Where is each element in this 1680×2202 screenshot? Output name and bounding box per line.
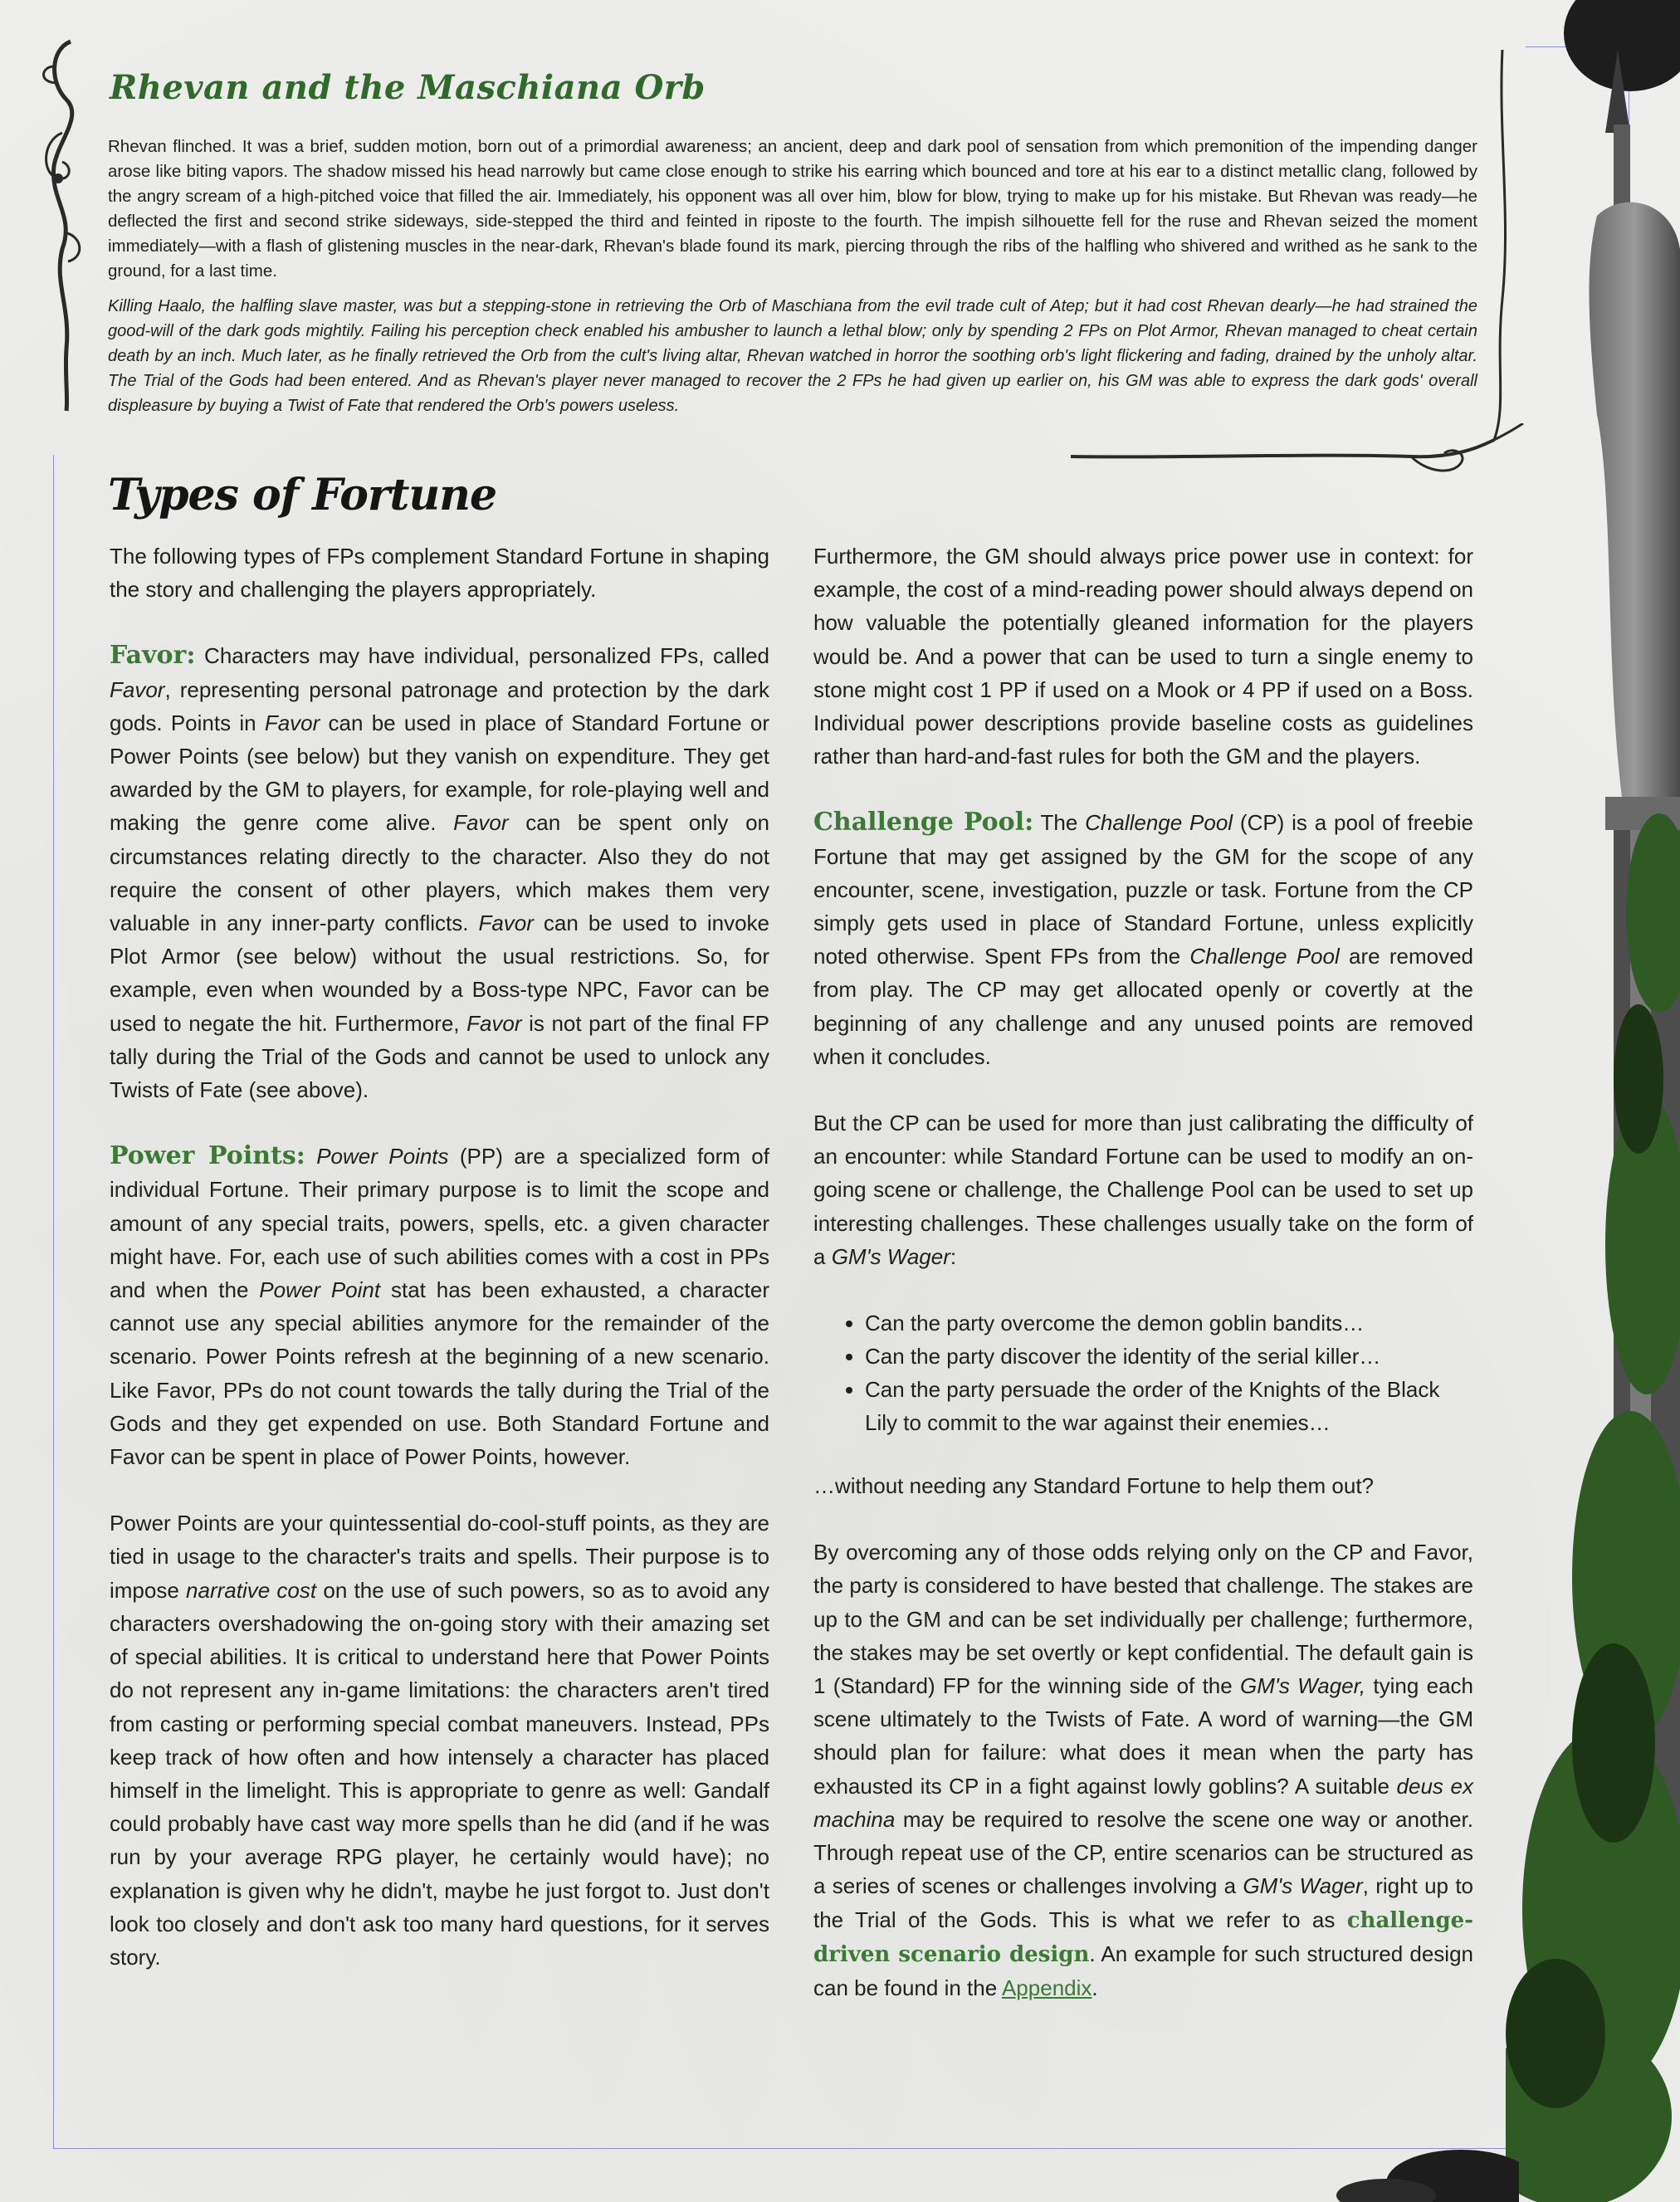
challenge-pool-term: Challenge Pool: [813, 808, 1034, 837]
closing-italic-3: GM's Wager [1243, 1873, 1363, 1899]
cp-italic-1: Challenge Pool [1085, 810, 1233, 836]
favor-text-3: can be used in place of Standard Fortune or Power Points (see below) but they vanish on expenditure. They get awarded by the GM to players, for example, for role-playing well and making the genre come alive. [110, 710, 769, 836]
appendix-link[interactable]: Appendix [1001, 1975, 1092, 2000]
frame-left-line [53, 455, 54, 2148]
favor-italic-4: Favor [478, 911, 534, 936]
wager-text-1: But the CP can be used for more than just calibrating the difficulty of an encounter: while Standard Fortune can be used to modify an on-going scene or challenge, the Challenge Pool can be used to set up interesting challenges. These challenges usually take on the form of a [813, 1111, 1473, 1269]
bottom-foliage-illustration [1311, 2133, 1519, 2202]
pp-italic-1: Power Points [316, 1144, 449, 1169]
pp-text-1: (PP) are a specialized form of individual Fortune. Their primary purpose is to limit the scope and amount of any special traits, powers, spells, etc. a given character might have. For, each use of such abilities comes with a cost in PPs and when the [110, 1144, 769, 1303]
closing-italic-1: GM's Wager, [1240, 1673, 1366, 1699]
favor-text-5: can be used to invoke Plot Armor (see below) without the usual restrictions. So, for example, even when wounded by a Boss-type NPC, Favor can be used to negate the hit. Furthermore, [110, 911, 769, 1036]
wager-intro-paragraph [813, 1106, 1473, 1273]
pp-italic-2: Power Point [259, 1277, 381, 1303]
cp-text-3: are removed from play. The CP may get allocated openly or covertly at the beginning of any challenge and any unused points are removed when it concludes. [813, 944, 1473, 1069]
without-paragraph: …without needing any Standard Fortune to help them out? [813, 1473, 1374, 1499]
favor-text-2: , representing personal patronage and protection by the dark gods. Points in [110, 676, 769, 735]
section-title: Types of Fortune [108, 470, 497, 520]
left-column [110, 540, 769, 2007]
closing-text-1: By overcoming any of those odds relying only on the CP and Favor, the party is considered to have bested that challenge. The stakes are up to the GM and can be set individually per challenge; furthermore, the stakes may be set overtly or kept confidential. The default gain is 1 (Standard) FP for the winning side of the [813, 1540, 1473, 1699]
favor-text-1: Characters may have individual, personalized FPs, called [195, 643, 769, 669]
challenge-driven-design-term: challenge-driven scenario design [813, 1907, 1473, 1967]
power-points-term: Power Points: [110, 1141, 305, 1171]
wager-italic-1: GM's Wager [831, 1243, 950, 1269]
cp-text-2: (CP) is a pool of freebie Fortune that may get assigned by the GM for the scope of any encounter, scene, investigation, puzzle or task. Fortune from the CP simply gets used in place of Standard Fortune, unless explicitly noted otherwise. Spent FPs from the [813, 810, 1473, 969]
favor-paragraph [110, 639, 769, 1106]
list-item: • Can the party overcome the demon goblin bandits… [865, 1306, 1473, 1340]
closing-text-3: may be required to resolve the scene one way or another. Through repeat use of the CP, entire scenarios can be structured as a series of scenes or challenges involving a [813, 1806, 1473, 1899]
sidebar-story [108, 68, 1477, 433]
right-column [813, 540, 1473, 2038]
favor-text-4: can be spent only on circumstances relating directly to the character. Also they do not require the consent of other players, which makes them very valuable in any inner-party conflicts. [110, 810, 769, 936]
favor-italic-5: Favor [466, 1010, 522, 1036]
pp2-italic-1: narrative cost [186, 1577, 317, 1603]
closing-text-2: tying each scene ultimately to the Twists of Fate. A word of warning—the GM should plan for failure: what does it mean when the party has exhausted its CP in a fight against lowly goblins? A suitable [813, 1673, 1474, 1799]
favor-italic-2: Favor [264, 710, 320, 735]
cp-italic-2: Challenge Pool [1189, 944, 1340, 969]
sidebar-narrative: Rhevan flinched. It was a brief, sudden motion, born out of a primordial awareness; an ancient, deep and dark pool of sensation from which premonition of the impending danger arose like biting vapors. The shadow missed his head narrowly but came close enough to strike his earring which bounced and tore at his ear to a distinct metallic clang, followed by the angry scream of a high-pitched voice that filled the air. Immediately, his opponent was all over him, blow for blow, trying to make up for his mistake. But Rhevan was ready—he deflected the first and second strike sideways, side-stepped the third and feinted in riposte to the fourth. The impish silhouette fell for the ruse and Rhevan seized the moment immediately—with a flash of glistening muscles in the near-dark, Rhevan's blade found its mark, piercing through the ribs of the halfling who shivered and writhed as he sank to the ground, for a last time. [108, 137, 1477, 281]
sidebar-commentary: Killing Haalo, the halfling slave master, was but a stepping-stone in retrieving the Orb of Maschiana from the evil trade cult of Atep; but it had cost Rhevan dearly—he had strained the good-will of the dark gods mightily. Failing his perception check enabled his ambusher to launch a lethal blow; only by spending 2 FPs on Plot Armor, Rhevan managed to cheat certain death by an inch. Much later, as he finally retrieved the Orb from the cult's living altar, Rhevan watched in horror the soothing orb's light flickering and fading, drained by the unholy altar. The Trial of the Gods had been entered. And as Rhevan's player never managed to recover the 2 FPs he had given up earlier on, his GM was able to express the dark gods' overall displeasure by buying a Twist of Fate that rendered the Orb's powers useless. [108, 297, 1477, 415]
favor-italic-3: Favor [453, 810, 509, 836]
wager-text-2: : [950, 1243, 957, 1269]
pp-text-2: stat has been exhausted, a character cannot use any special abilities anymore for the remainder of the scenario. Power Points refresh at the beginning of a new scenario. Like Favor, PPs do not count towards the tally during the Trial of the Gods and they get expended on use. Both Standard Fortune and Favor can be spent in place of Power Points, however. [110, 1277, 769, 1470]
power-points-explanation [110, 1506, 769, 1974]
cp-text-1: The [1033, 810, 1086, 836]
intro-paragraph: The following types of FPs complement Standard Fortune in shaping the story and challenging the players appropriately. [110, 544, 769, 603]
pricing-paragraph: Furthermore, the GM should always price power use in context: for example, the cost of a mind-reading power should always depend on how valuable the potentially gleaned information for the players would be. And a power that can be used to turn a single enemy to stone might cost 1 PP if used on a Mook or 4 PP if used on a Boss. Individual power descriptions provide baseline costs as guidelines rather than hard-and-fast rules for both the GM and the players. [813, 544, 1473, 769]
ornamental-scroll-icon [25, 33, 91, 415]
warrior-statue-illustration [1506, 0, 1680, 2202]
pp2-text-2: on the use of such powers, so as to avoid any characters overshadowing the on-going story with their amazing set of special abilities. It is critical to understand here that Power Points do not represent any in-game limitations: the characters aren't tired from casting or performing special combat maneuvers. Instead, PPs keep track of how often and how intensely a character has placed himself in the limelight. This is appropriate to genre as well: Gandalf could probably have cast way more spells than he did (and if he was run by your average RPG player, he certainly would have); no explanation is given why he didn't, maybe he just forgot to. Just don't look too closely and don't ask too many hard questions, for it serves story. [110, 1577, 769, 1970]
closing-paragraph [813, 1536, 1473, 2004]
sidebar-flourish-icon [1062, 423, 1527, 490]
closing-text-5: . An example for such structured design can be found in the [813, 1941, 1473, 2000]
closing-text-6: . [1092, 1975, 1098, 2000]
list-item: • Can the party persuade the order of the Knights of the Black Lily to commit to the war against their enemies… [865, 1373, 1473, 1439]
favor-text-6: is not part of the final FP tally during the Trial of the Gods and cannot be used to unlock any Twists of Fate (see above). [110, 1010, 769, 1103]
sidebar-title: Rhevan and the Maschiana Orb [110, 68, 706, 107]
closing-text-4: , right up to the Trial of the Gods. This is what we refer to as [813, 1873, 1473, 1932]
closing-italic-2: deus ex machina [813, 1773, 1473, 1832]
list-item: • Can the party discover the identity of the serial killer… [865, 1340, 1473, 1373]
challenge-pool-paragraph [813, 806, 1473, 1073]
power-points-paragraph [110, 1140, 769, 1473]
pp2-text-1: Power Points are your quintessential do-cool-stuff points, as they are tied in usage to the character's traits and spells. Their purpose is to impose [110, 1511, 769, 1603]
favor-italic-1: Favor [110, 676, 165, 702]
favor-term: Favor: [110, 641, 196, 671]
wager-examples-list [813, 1306, 1473, 1439]
